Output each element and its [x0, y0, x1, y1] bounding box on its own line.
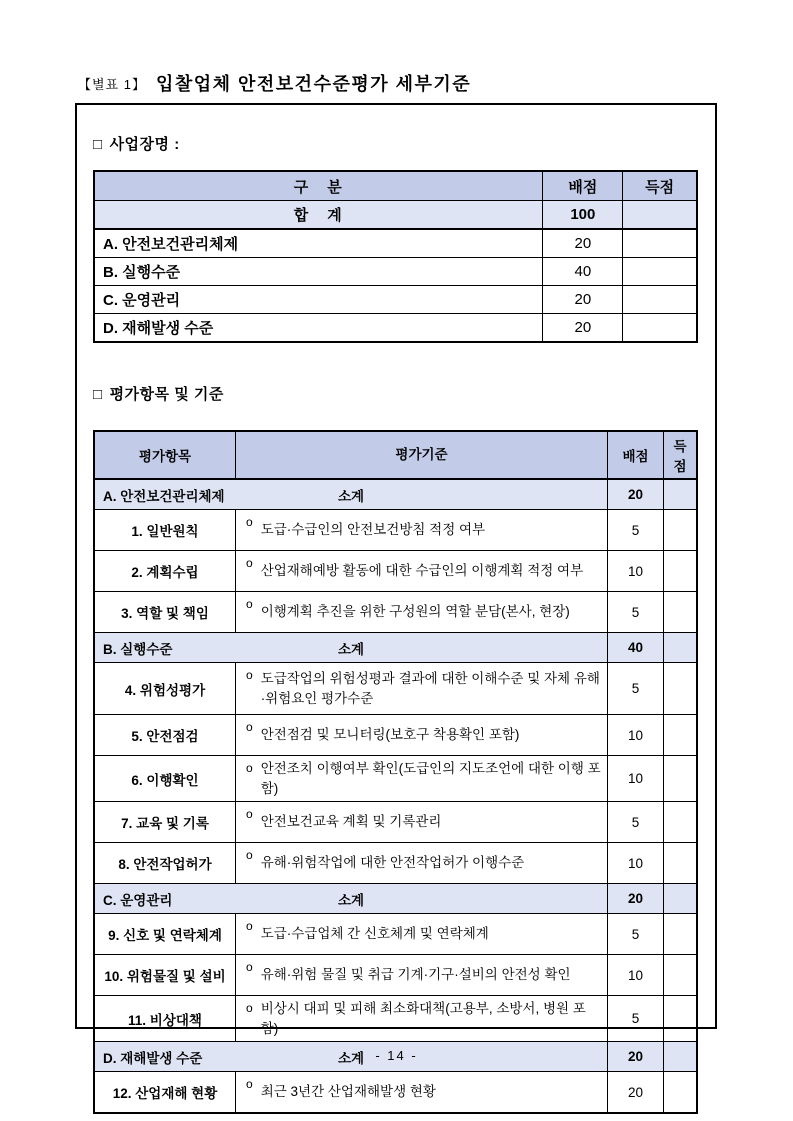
table-row — [95, 1071, 696, 1112]
score-cell: 20 — [543, 286, 623, 313]
criteria-cell — [236, 510, 608, 550]
section2-heading-text: 평가항목 및 기준 — [109, 386, 224, 403]
criteria-text: 도급·수급인의 안전보건방침 적정 여부 — [260, 522, 486, 538]
score-cell: 40 — [543, 258, 623, 285]
earned-cell — [664, 756, 696, 801]
item-cell: 7. 교육 및 기록 — [95, 802, 236, 842]
criteria-text: 유해·위험 물질 및 취급 기계·기구·설비의 안전성 확인 — [260, 967, 571, 983]
earned-cell — [623, 230, 696, 257]
subtotal-merged-cell — [95, 884, 608, 913]
checkbox-icon: □ — [93, 386, 103, 403]
earned-cell — [664, 510, 696, 550]
checkbox-icon: □ — [93, 136, 103, 153]
criteria-cell — [236, 551, 608, 591]
circle-bullet-icon: o — [246, 597, 253, 611]
circle-bullet-icon: o — [246, 515, 253, 529]
table-row — [95, 801, 696, 842]
criteria-text: 도급·수급업체 간 신호체계 및 연락체계 — [260, 926, 489, 942]
earned-cell — [664, 884, 696, 913]
section2-heading — [93, 383, 699, 404]
criteria-text: 최근 3년간 산업재해발생 현황 — [260, 1084, 436, 1100]
earned-cell — [664, 592, 696, 632]
page-title: 입찰업체 안전보건수준평가 세부기준 — [155, 74, 472, 94]
circle-bullet-icon: o — [246, 848, 253, 863]
table-row — [95, 509, 696, 550]
subtotal-label: 소계 — [337, 488, 365, 504]
circle-bullet-icon: o — [246, 960, 253, 975]
criteria-text: 안전점검 및 모니터링(보호구 착용확인 포함) — [260, 727, 520, 743]
score-cell: 5 — [608, 996, 664, 1041]
earned-cell — [664, 955, 696, 995]
circle-bullet-icon: o — [246, 919, 253, 934]
circle-bullet-icon: o — [246, 720, 253, 734]
item-cell: 5. 안전점검 — [95, 715, 236, 755]
earned-cell — [623, 258, 696, 285]
criteria-table-header — [95, 432, 696, 479]
item-cell: 2. 계획수립 — [95, 551, 236, 591]
total-earned-cell — [623, 201, 696, 228]
circle-bullet-icon: o — [246, 1077, 253, 1092]
item-cell: 8. 안전작업허가 — [95, 843, 236, 883]
item-cell: 3. 역할 및 책임 — [95, 592, 236, 632]
item-cell: 1. 일반원칙 — [95, 510, 236, 550]
item-cell: 11. 비상대책 — [95, 996, 236, 1041]
criteria-cell — [236, 955, 608, 995]
table-row — [95, 229, 696, 257]
score-cell: 20 — [543, 230, 623, 257]
table-row — [95, 313, 696, 341]
item-cell: 9. 신호 및 연락체계 — [95, 914, 236, 954]
document-title-line — [78, 70, 471, 96]
score-cell: 5 — [608, 510, 664, 550]
table-row — [95, 257, 696, 285]
earned-cell — [623, 314, 696, 341]
criteria-text: 도급작업의 위험성평과 결과에 대한 이해수준 및 자체 유해·위험요인 평가수준 — [260, 670, 600, 706]
table-row — [95, 550, 696, 591]
earned-cell — [664, 715, 696, 755]
earned-cell — [664, 663, 696, 714]
score-cell: 5 — [608, 914, 664, 954]
section-label: A. 안전보건관리체제 — [103, 488, 225, 504]
section-label: C. 운영관리 — [103, 892, 173, 908]
subtotal-label: 소계 — [337, 892, 365, 908]
table-row — [95, 913, 696, 954]
criteria-text: 안전보건교육 계획 및 기록관리 — [260, 814, 442, 830]
criteria-text: 안전조치 이행여부 확인(도급인의 지도조언에 대한 이행 포함) — [260, 761, 601, 796]
subtotal-row-b — [95, 632, 696, 662]
score-cell: 10 — [608, 843, 664, 883]
score-cell: 10 — [608, 715, 664, 755]
criteria-text: 유해·위험작업에 대한 안전작업허가 이행수준 — [260, 855, 525, 871]
section-label: B. 실행수준 — [103, 641, 173, 657]
score-cell: 40 — [608, 633, 664, 662]
score-cell: 20 — [608, 1072, 664, 1112]
total-row — [95, 201, 696, 229]
criteria-cell — [236, 756, 608, 801]
summary-table — [93, 170, 698, 343]
subtotal-merged-cell — [95, 633, 608, 662]
item-cell: 12. 산업재해 현황 — [95, 1072, 236, 1112]
header-cell-earned: 득점 — [645, 178, 675, 196]
section1-heading — [93, 133, 699, 154]
category-label-cell: B. 실행수준 — [95, 258, 543, 285]
category-label-cell: A. 안전보건관리체제 — [95, 230, 543, 257]
table-row — [95, 995, 696, 1041]
criteria-table — [93, 430, 698, 1114]
header-cell-earned: 득점 — [673, 439, 687, 474]
criteria-cell — [236, 715, 608, 755]
total-label-cell: 합 계 — [95, 201, 543, 228]
header-cell-gubun: 구 분 — [95, 172, 543, 200]
earned-cell — [664, 996, 696, 1041]
subtotal-merged-cell — [95, 480, 608, 509]
header-cell-score: 배점 — [543, 172, 623, 200]
table-row — [95, 842, 696, 883]
annex-label: 【별표 1】 — [78, 77, 146, 92]
table-row — [95, 285, 696, 313]
subtotal-label: 소계 — [337, 641, 365, 657]
criteria-text: 이행계획 추진을 위한 구성원의 역할 분담(본사, 현장) — [260, 604, 570, 620]
circle-bullet-icon: o — [246, 761, 253, 775]
table-row — [95, 755, 696, 801]
table-row — [95, 662, 696, 714]
table-row — [95, 591, 696, 632]
category-label-cell: D. 재해발생 수준 — [95, 314, 543, 341]
header-cell-item: 평가항목 — [95, 432, 236, 478]
score-cell: 20 — [543, 314, 623, 341]
earned-cell — [664, 802, 696, 842]
circle-bullet-icon: o — [246, 668, 253, 682]
score-cell: 5 — [608, 802, 664, 842]
item-cell: 6. 이행확인 — [95, 756, 236, 801]
subtotal-label: 소계 — [337, 1050, 365, 1066]
earned-cell — [664, 843, 696, 883]
header-cell-score: 배점 — [608, 432, 664, 478]
score-cell: 10 — [608, 955, 664, 995]
circle-bullet-icon: o — [246, 807, 253, 822]
subtotal-row-c — [95, 883, 696, 913]
criteria-cell — [236, 592, 608, 632]
summary-table-header — [95, 172, 696, 201]
earned-cell — [623, 286, 696, 313]
earned-cell — [664, 480, 696, 509]
section1-heading-text: 사업장명 : — [109, 136, 180, 153]
table-row — [95, 714, 696, 755]
criteria-cell — [236, 663, 608, 714]
criteria-cell — [236, 996, 608, 1041]
item-cell: 10. 위험물질 및 설비 — [95, 955, 236, 995]
criteria-cell — [236, 914, 608, 954]
earned-cell — [664, 551, 696, 591]
score-cell: 20 — [608, 1042, 664, 1071]
criteria-text: 산업재해예방 활동에 대한 수급인의 이행계획 적정 여부 — [260, 563, 584, 579]
circle-bullet-icon: o — [246, 1001, 253, 1016]
score-cell: 10 — [608, 756, 664, 801]
circle-bullet-icon: o — [246, 556, 253, 570]
total-score-cell: 100 — [543, 201, 623, 228]
score-cell: 5 — [608, 663, 664, 714]
category-label-cell: C. 운영관리 — [95, 286, 543, 313]
criteria-cell — [236, 843, 608, 883]
criteria-text: 비상시 대피 및 피해 최소화대책(고용부, 소방서, 병원 포함) — [260, 1001, 586, 1036]
item-cell: 4. 위험성평가 — [95, 663, 236, 714]
section-label: D. 재해발생 수준 — [103, 1050, 203, 1066]
score-cell: 10 — [608, 551, 664, 591]
score-cell: 5 — [608, 592, 664, 632]
criteria-cell — [236, 802, 608, 842]
earned-cell — [664, 1072, 696, 1112]
criteria-cell — [236, 1072, 608, 1112]
page-number: - 14 - — [375, 1048, 418, 1063]
header-cell-criteria: 평가기준 — [236, 432, 608, 478]
earned-cell — [664, 914, 696, 954]
subtotal-row-a — [95, 479, 696, 509]
score-cell: 20 — [608, 480, 664, 509]
score-cell: 20 — [608, 884, 664, 913]
earned-cell — [664, 633, 696, 662]
table-row — [95, 954, 696, 995]
